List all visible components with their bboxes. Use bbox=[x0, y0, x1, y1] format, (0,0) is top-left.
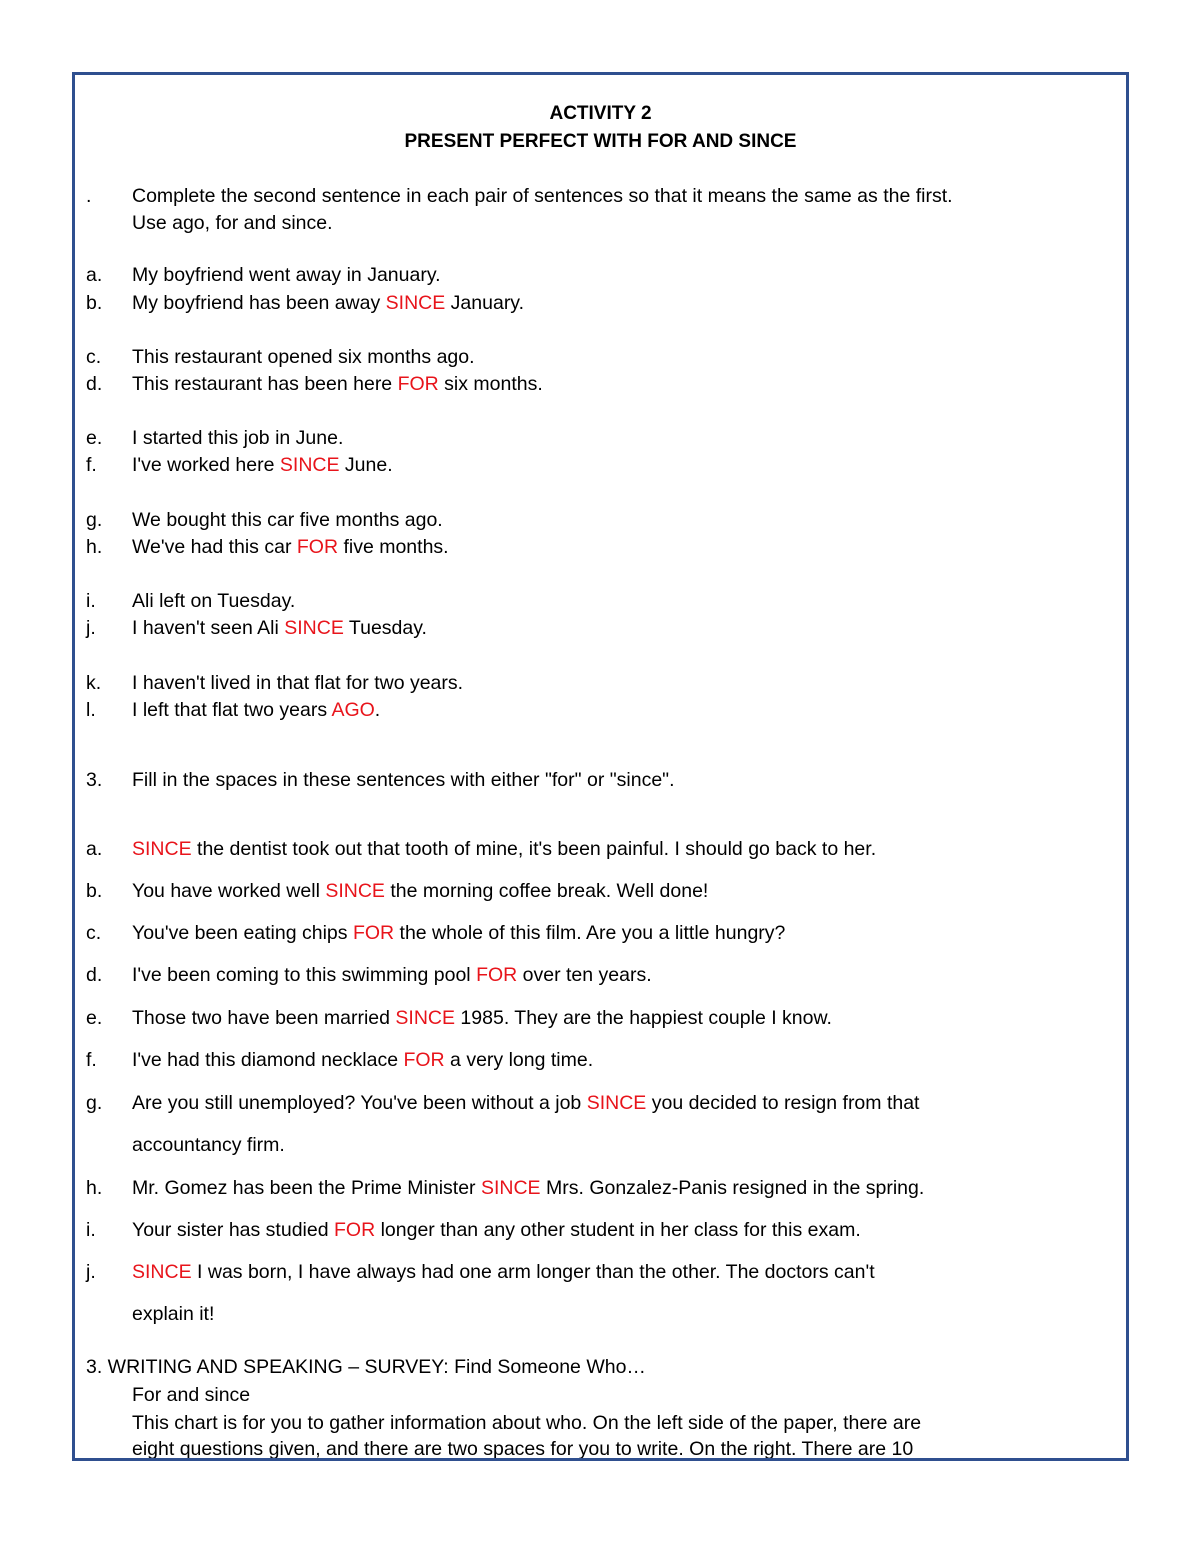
item-marker: a. bbox=[86, 264, 103, 286]
item-marker: f. bbox=[86, 454, 97, 476]
item-text-before: I started this job in June. bbox=[132, 427, 344, 449]
item-marker: j. bbox=[86, 617, 96, 639]
item-text bbox=[132, 1260, 875, 1284]
item-marker: b. bbox=[86, 292, 103, 314]
answer-word: SINCE bbox=[284, 617, 344, 639]
item-text-after: a very long time. bbox=[444, 1049, 594, 1071]
item-text bbox=[132, 921, 785, 945]
item-text bbox=[132, 589, 295, 613]
item-text-after: longer than any other student in her class for this exam. bbox=[375, 1219, 861, 1241]
page-border bbox=[72, 72, 1129, 1461]
item-marker: d. bbox=[86, 373, 103, 395]
item-text-after: you decided to resign from that bbox=[646, 1092, 920, 1114]
answer-word: SINCE bbox=[325, 880, 385, 902]
item-text bbox=[132, 616, 427, 640]
survey-heading bbox=[86, 1355, 646, 1379]
item-text-after: 1985. They are the happiest couple I know. bbox=[455, 1007, 832, 1029]
item-text-after: Mrs. Gonzalez-Panis resigned in the spring. bbox=[540, 1177, 925, 1199]
line-text: Use ago, for and since. bbox=[132, 212, 333, 234]
item-marker: e. bbox=[86, 427, 103, 449]
line-text: accountancy firm. bbox=[132, 1134, 285, 1156]
line-text: 3. WRITING AND SPEAKING – SURVEY: Find Someone Who… bbox=[86, 1356, 646, 1378]
answer-word: FOR bbox=[352, 922, 395, 944]
item-marker: i. bbox=[86, 1219, 96, 1241]
item-text bbox=[132, 426, 343, 450]
answer-word: SINCE bbox=[480, 1177, 541, 1199]
item-text-after: the whole of this film. Are you a little hungry? bbox=[394, 922, 786, 944]
item-text bbox=[132, 963, 652, 987]
item-text bbox=[132, 698, 380, 722]
item-marker: g. bbox=[86, 509, 103, 531]
item-text-after: June. bbox=[339, 454, 393, 476]
item-text-before: I left that flat two years bbox=[132, 699, 332, 721]
item-text bbox=[132, 508, 443, 532]
item-marker: k. bbox=[86, 672, 102, 694]
item-text-after: over ten years. bbox=[517, 964, 652, 986]
item-marker: i. bbox=[86, 590, 96, 612]
line-text: Fill in the spaces in these sentences with either "for" or "since". bbox=[132, 769, 675, 791]
item-text-before: Are you still unemployed? You've been without a job bbox=[132, 1092, 587, 1114]
item-text bbox=[132, 345, 475, 369]
line-text: explain it! bbox=[132, 1303, 215, 1325]
item-text bbox=[132, 1006, 832, 1030]
item-marker: e. bbox=[86, 1007, 103, 1029]
answer-word: FOR bbox=[333, 1219, 376, 1241]
item-marker: c. bbox=[86, 922, 102, 944]
item-text-before: My boyfriend has been away bbox=[132, 292, 386, 314]
item-marker: b. bbox=[86, 880, 103, 902]
item-text bbox=[132, 1218, 861, 1242]
item-text bbox=[132, 837, 876, 861]
activity-subtitle: PRESENT PERFECT WITH FOR AND SINCE bbox=[404, 131, 797, 152]
answer-word: SINCE bbox=[586, 1092, 647, 1114]
item-text bbox=[132, 1176, 924, 1200]
answer-word: FOR bbox=[397, 373, 439, 395]
item-marker: l. bbox=[86, 699, 96, 721]
item-text bbox=[132, 879, 708, 903]
answer-word: SINCE bbox=[385, 292, 446, 314]
item-marker: 3. bbox=[86, 769, 103, 791]
item-marker: d. bbox=[86, 964, 103, 986]
item-text-after: the dentist took out that tooth of mine, it's been painful. I should go back to her. bbox=[191, 838, 877, 860]
item-marker: c. bbox=[86, 346, 102, 368]
item-marker: . bbox=[86, 185, 92, 207]
item-text bbox=[132, 1048, 593, 1072]
item-text bbox=[132, 291, 524, 315]
line-text: This chart is for you to gather information about who. On the left side of the paper, there are bbox=[132, 1412, 922, 1434]
activity-title: ACTIVITY 2 bbox=[549, 103, 652, 124]
item-text bbox=[132, 671, 463, 695]
answer-word: FOR bbox=[403, 1049, 445, 1071]
answer-word: FOR bbox=[476, 964, 518, 986]
item-text-after: Tuesday. bbox=[343, 617, 427, 639]
item-text-after: I was born, I have always had one arm longer than the other. The doctors can't bbox=[191, 1261, 875, 1283]
item-text-before: This restaurant opened six months ago. bbox=[132, 346, 475, 368]
answer-word: AGO bbox=[331, 699, 375, 721]
line-text: For and since bbox=[132, 1384, 251, 1406]
answer-word: SINCE bbox=[279, 454, 340, 476]
item-text-before: I've had this diamond necklace bbox=[132, 1049, 404, 1071]
item-text-before: My boyfriend went away in January. bbox=[132, 264, 441, 286]
item-text-after: five months. bbox=[338, 536, 449, 558]
item-text-before: Mr. Gomez has been the Prime Minister bbox=[132, 1177, 481, 1199]
item-text-after: . bbox=[374, 699, 381, 721]
answer-word: SINCE bbox=[395, 1007, 456, 1029]
answer-word: SINCE bbox=[132, 838, 192, 860]
line-text: eight questions given, and there are two spaces for you to write. On the right. There are 10 bbox=[132, 1438, 914, 1460]
item-text-before: Your sister has studied bbox=[132, 1219, 334, 1241]
answer-word: SINCE bbox=[132, 1261, 192, 1283]
item-text bbox=[132, 535, 449, 559]
item-text bbox=[132, 372, 543, 396]
item-text-before: I've been coming to this swimming pool bbox=[132, 964, 477, 986]
item-text-after: six months. bbox=[438, 373, 543, 395]
item-text-before: I haven't lived in that flat for two years. bbox=[132, 672, 464, 694]
item-text-before: We bought this car five months ago. bbox=[132, 509, 443, 531]
item-text-before: Those two have been married bbox=[132, 1007, 396, 1029]
item-marker: h. bbox=[86, 1177, 103, 1199]
item-text-before: This restaurant has been here bbox=[132, 373, 398, 395]
answer-word: FOR bbox=[296, 536, 339, 558]
item-text-after: January. bbox=[445, 292, 525, 314]
item-text-before: Ali left on Tuesday. bbox=[132, 590, 296, 612]
item-text-before: I've worked here bbox=[132, 454, 280, 476]
item-marker: g. bbox=[86, 1092, 103, 1114]
item-text-before: I haven't seen Ali bbox=[132, 617, 285, 639]
item-text-before: You've been eating chips bbox=[132, 922, 353, 944]
item-marker: a. bbox=[86, 838, 103, 860]
item-text bbox=[132, 453, 393, 477]
item-marker: f. bbox=[86, 1049, 97, 1071]
item-text-after: the morning coffee break. Well done! bbox=[384, 880, 709, 902]
item-text bbox=[132, 1091, 919, 1115]
item-marker: h. bbox=[86, 536, 103, 558]
line-text: Complete the second sentence in each pair of sentences so that it means the same as the first. bbox=[132, 185, 953, 207]
item-text bbox=[132, 263, 441, 287]
item-text-before: You have worked well bbox=[132, 880, 326, 902]
item-text-before: We've had this car bbox=[132, 536, 297, 558]
item-marker: j. bbox=[86, 1261, 96, 1283]
